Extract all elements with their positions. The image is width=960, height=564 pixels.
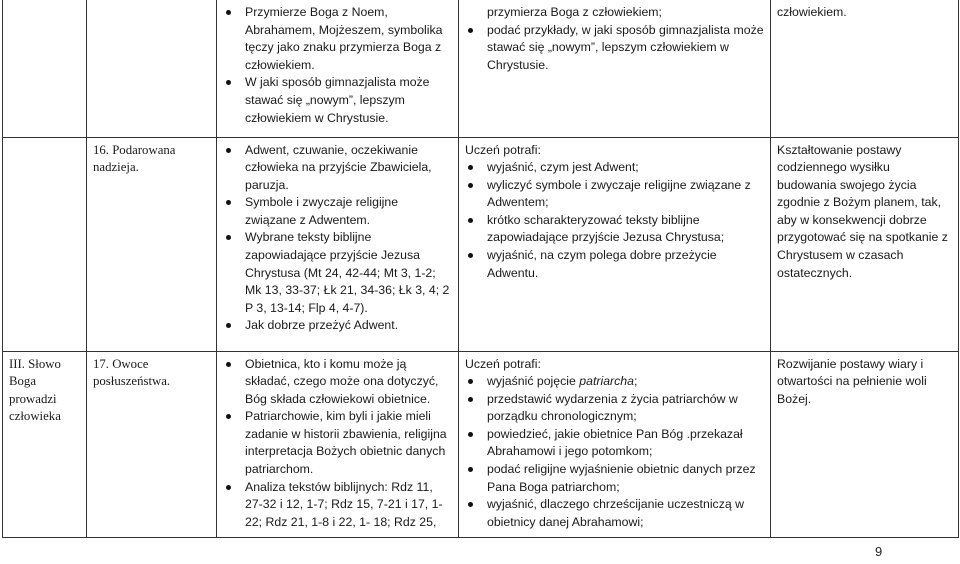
content-item: Wybrane teksty biblijne zapowiadające przyjście Jezusa Chrystusa (Mt 24, 42-44; Mt 3, 1-2; Mk 13, 33-37; Łk 21, 34-36; Łk 3, 4; 2 P 3, 13-14; Flp 4, 4-7).: [245, 229, 452, 317]
outcome-item: krótko scharakteryzować teksty biblijne zapowiadające przyjście Jezusa Chrystusa;: [487, 212, 764, 247]
content-cell: [217, 0, 459, 137]
outcome-item: wyliczyć symbole i zwyczaje religijne związane z Adwentem;: [487, 177, 764, 212]
outcome-item: powiedzieć, jakie obietnice Pan Bóg .przekazał Abrahamowi i jego potomkom;: [487, 426, 764, 461]
attitude-cell: Rozwijanie postawy wiary i otwartości na pełnienie woli Bożej.: [771, 351, 959, 537]
section-cell: III. Słowo Boga prowadzi człowieka: [3, 351, 87, 537]
content-cell: [217, 137, 459, 351]
outcome-item: [487, 373, 764, 391]
content-item: Przymierze Boga z Noem, Abrahamem, Mojżeszem, symbolika tęczy jako znaku przymierza Boga z człowiekiem.: [245, 4, 452, 74]
attitude-cell: Kształtowanie postawy codziennego wysiłku budowania swojego życia zgodnie z Bożym planem, tak, aby w konsekwencji dobrze przygotować się na spotkanie z Chrystusem w czasach ostatecznych.: [771, 137, 959, 351]
table-row: [3, 351, 959, 537]
outcomes-intro: Uczeń potrafi:: [465, 356, 541, 371]
content-item: Jak dobrze przeżyć Adwent.: [245, 317, 452, 335]
topic-cell: [87, 0, 217, 137]
curriculum-table: [2, 0, 959, 538]
section-cell: [3, 0, 87, 137]
outcome-item: przedstawić wydarzenia z życia patriarchów w porządku chronologicznym;: [487, 391, 764, 426]
term-patriarcha: patriarcha: [579, 374, 634, 389]
outcomes-intro: przymierza Boga z człowiekiem;: [487, 5, 662, 19]
topic-cell: 17. Owoce posłuszeństwa.: [87, 351, 217, 537]
content-item: Symbole i zwyczaje religijne związane z Adwentem.: [245, 194, 452, 229]
table-row: [3, 0, 959, 137]
topic-cell: 16. Podarowana nadzieja.: [87, 137, 217, 351]
outcome-item: podać religijne wyjaśnienie obietnic danych przez Pana Boga patriarchom;: [487, 461, 764, 496]
table-row: [3, 137, 959, 351]
attitude-cell: człowiekiem.: [771, 0, 959, 137]
content-item: Adwent, czuwanie, oczekiwanie człowieka na przyjście Zbawiciela, paruzja.: [245, 142, 452, 195]
outcomes-cell: [459, 137, 771, 351]
content-cell: [217, 351, 459, 537]
outcome-item: wyjaśnić, na czym polega dobre przeżycie Adwentu.: [487, 247, 764, 282]
content-item: Analiza tekstów biblijnych: Rdz 11, 27-32 i 12, 1-7; Rdz 15, 7-21 i 17, 1-22; Rdz 21, 1-8 i 22, 1- 18; Rdz 25,: [245, 479, 452, 532]
outcome-text: ;: [633, 374, 638, 389]
page-number: 9: [875, 544, 883, 559]
outcomes-cell: [459, 351, 771, 537]
outcomes-intro: Uczeń potrafi:: [465, 142, 541, 157]
outcome-item: wyjaśnić, dlaczego chrześcijanie uczestniczą w obietnicy danej Abrahamowi;: [487, 496, 764, 531]
outcome-item: wyjaśnić, czym jest Adwent;: [487, 159, 764, 177]
outcome-text: wyjaśnić pojęcie: [487, 374, 580, 389]
outcome-item: podać przykłady, w jaki sposób gimnazjalista może stawać się „nowym”, lepszym człowiekiem w Chrystusie.: [487, 22, 764, 75]
content-item: Obietnica, kto i komu może ją składać, czego może ona dotyczyć, Bóg składa człowiekowi obietnice.: [245, 356, 452, 409]
content-item: W jaki sposób gimnazjalista może stawać się „nowym”, lepszym człowiekiem w Chrystusie.: [245, 74, 452, 127]
outcomes-cell: [459, 0, 771, 137]
content-item: Patriarchowie, kim byli i jakie mieli zadanie w historii zbawienia, religijna interpretacja Bożych obietnic danych patriarchom.: [245, 408, 452, 478]
section-cell: [3, 137, 87, 351]
